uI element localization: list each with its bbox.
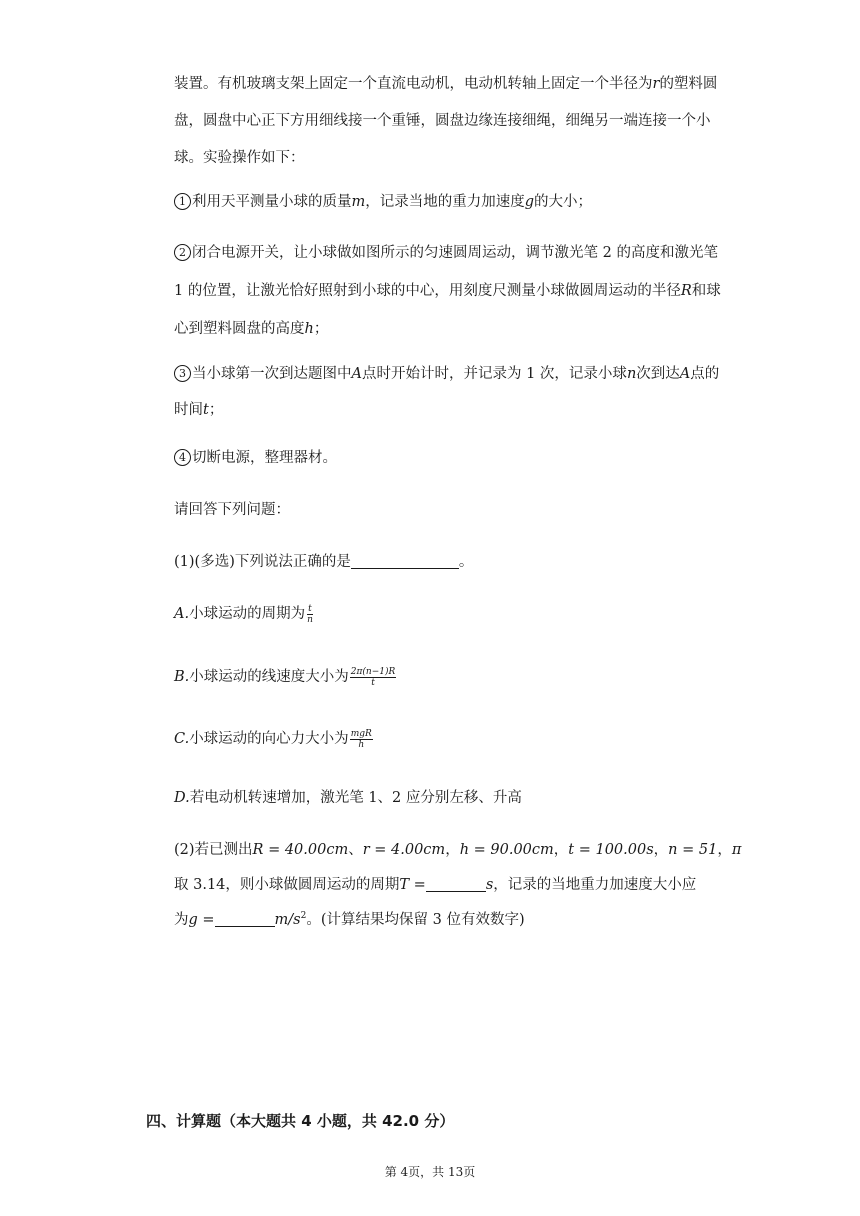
question-2-line-3	[174, 908, 525, 929]
fraction-denominator: n	[307, 614, 313, 625]
step-3-text-d: 点的时间	[174, 366, 720, 418]
var-n: n	[626, 366, 637, 382]
page-footer: 第 4页，共 13页	[384, 1165, 476, 1179]
answer-blank-gravity[interactable]	[215, 912, 275, 927]
circled-number-1: 1	[174, 193, 191, 210]
separator: ，	[553, 842, 569, 858]
section-heading: 四、计算题（本大题共 4 小题，共 42.0 分）	[146, 1112, 455, 1130]
value-h: h = 90.00cm	[459, 842, 554, 858]
separator: ，	[717, 842, 732, 858]
circled-number-4: 4	[174, 449, 191, 466]
intro-paragraph	[174, 66, 724, 177]
step-1-text-c: 的大小；	[534, 194, 593, 210]
circled-number-2: 2	[174, 244, 191, 261]
option-b-letter: B.	[174, 669, 190, 685]
var-pi: π	[731, 842, 742, 858]
separator: 、	[348, 842, 363, 858]
var-h: h	[304, 321, 314, 337]
fraction-denominator: t	[371, 677, 375, 688]
option-b-text: 小球运动的线速度大小为	[189, 669, 349, 685]
option-b-fraction	[350, 667, 397, 688]
step-2	[174, 234, 724, 348]
option-d-text: 若电动机转速增加，激光笔 1、2 应分别左移、升高	[189, 790, 522, 806]
step-3-text-e: ；	[208, 402, 224, 418]
step-4-text: 切断电源，整理器材。	[192, 450, 337, 466]
var-T: T =	[399, 877, 426, 893]
question-1-label: (1)(多选)下列说法正确的是	[174, 554, 351, 570]
value-t: t = 100.00s	[568, 842, 654, 858]
option-a-fraction	[306, 604, 314, 625]
question-2-label: (2)若已测出	[174, 842, 253, 858]
question-2-line-1	[174, 838, 741, 859]
question-2-text-e: 。(计算结果均保留 3 位有效数字)	[306, 912, 525, 928]
unit-exponent: 2	[300, 911, 307, 922]
separator: ，	[445, 842, 460, 858]
step-4	[174, 446, 337, 467]
value-R: R = 40.00cm	[252, 842, 349, 858]
step-1	[174, 190, 592, 211]
option-c-fraction	[350, 729, 373, 750]
question-2-text: 取 3.14，则小球做圆周运动的周期	[174, 877, 400, 893]
fraction-numerator: t	[308, 603, 312, 614]
answer-blank-1[interactable]	[351, 554, 459, 569]
var-t: t	[203, 402, 209, 418]
fraction-denominator: h	[358, 739, 365, 750]
option-a-letter: A.	[174, 606, 190, 622]
intro-text-2: 的塑料圆盘，圆盘中心正下方用细线接一个重锤，圆盘边缘连接细绳，细绳另一端连接一个小球。实验操作如下：	[174, 76, 718, 166]
option-a-text: 小球运动的周期为	[189, 606, 306, 622]
unit-m-s: m/s	[274, 912, 301, 928]
question-2-text-d: 为	[174, 912, 189, 928]
option-c-text: 小球运动的向心力大小为	[189, 731, 349, 747]
separator: ，	[653, 842, 669, 858]
var-g-eq: g =	[188, 912, 215, 928]
step-2-text-a: 闭合电源开关，让小球做如图所示的匀速圆周运动，调节激光笔 2 的高度和激光笔 1 的位置，让激光恰好照射到小球的中心，用刻度尺测量小球做圆周运动的半径	[174, 245, 718, 299]
step-1-text-b: ，记录当地的重力加速度	[365, 194, 525, 210]
fraction-numerator: mgR	[350, 728, 372, 739]
step-3-text-a: 当小球第一次到达题图中	[192, 366, 352, 382]
question-1-end: 。	[458, 554, 474, 570]
question-1	[174, 550, 473, 571]
step-1-text-a: 利用天平测量小球的质量	[192, 194, 352, 210]
question-2-line-2	[174, 873, 696, 894]
var-m: m	[351, 194, 366, 210]
step-3-text-b: 点时开始计时，并记录为 1 次，记录小球	[361, 366, 627, 382]
answer-prompt: 请回答下列问题：	[174, 502, 290, 518]
var-r: r	[652, 76, 660, 92]
step-2-text-c: ；	[313, 321, 329, 337]
step-3	[174, 356, 724, 428]
option-a	[174, 602, 314, 625]
option-c	[174, 727, 373, 750]
option-d-letter: D.	[174, 790, 190, 806]
step-2-text-b: 和球心到塑料圆盘的高度	[174, 283, 721, 337]
answer-blank-period[interactable]	[426, 877, 486, 892]
var-R: R	[680, 283, 692, 299]
option-d	[174, 786, 522, 807]
step-3-text-c: 次到达	[636, 366, 680, 382]
option-b	[174, 665, 396, 688]
intro-text-1: 装置。有机玻璃支架上固定一个直流电动机，电动机转轴上固定一个半径为	[174, 76, 653, 92]
option-c-letter: C.	[174, 731, 190, 747]
var-A-2: A	[679, 366, 691, 382]
circled-number-3: 3	[174, 365, 191, 382]
unit-s: s	[485, 877, 494, 893]
value-n: n = 51	[668, 842, 718, 858]
var-A: A	[351, 366, 362, 382]
fraction-numerator: 2π(n−1)R	[350, 666, 396, 677]
question-2-text-c: ，记录的当地重力加速度大小应	[493, 877, 697, 893]
var-g: g	[524, 194, 535, 210]
value-r: r = 4.00cm	[362, 842, 446, 858]
